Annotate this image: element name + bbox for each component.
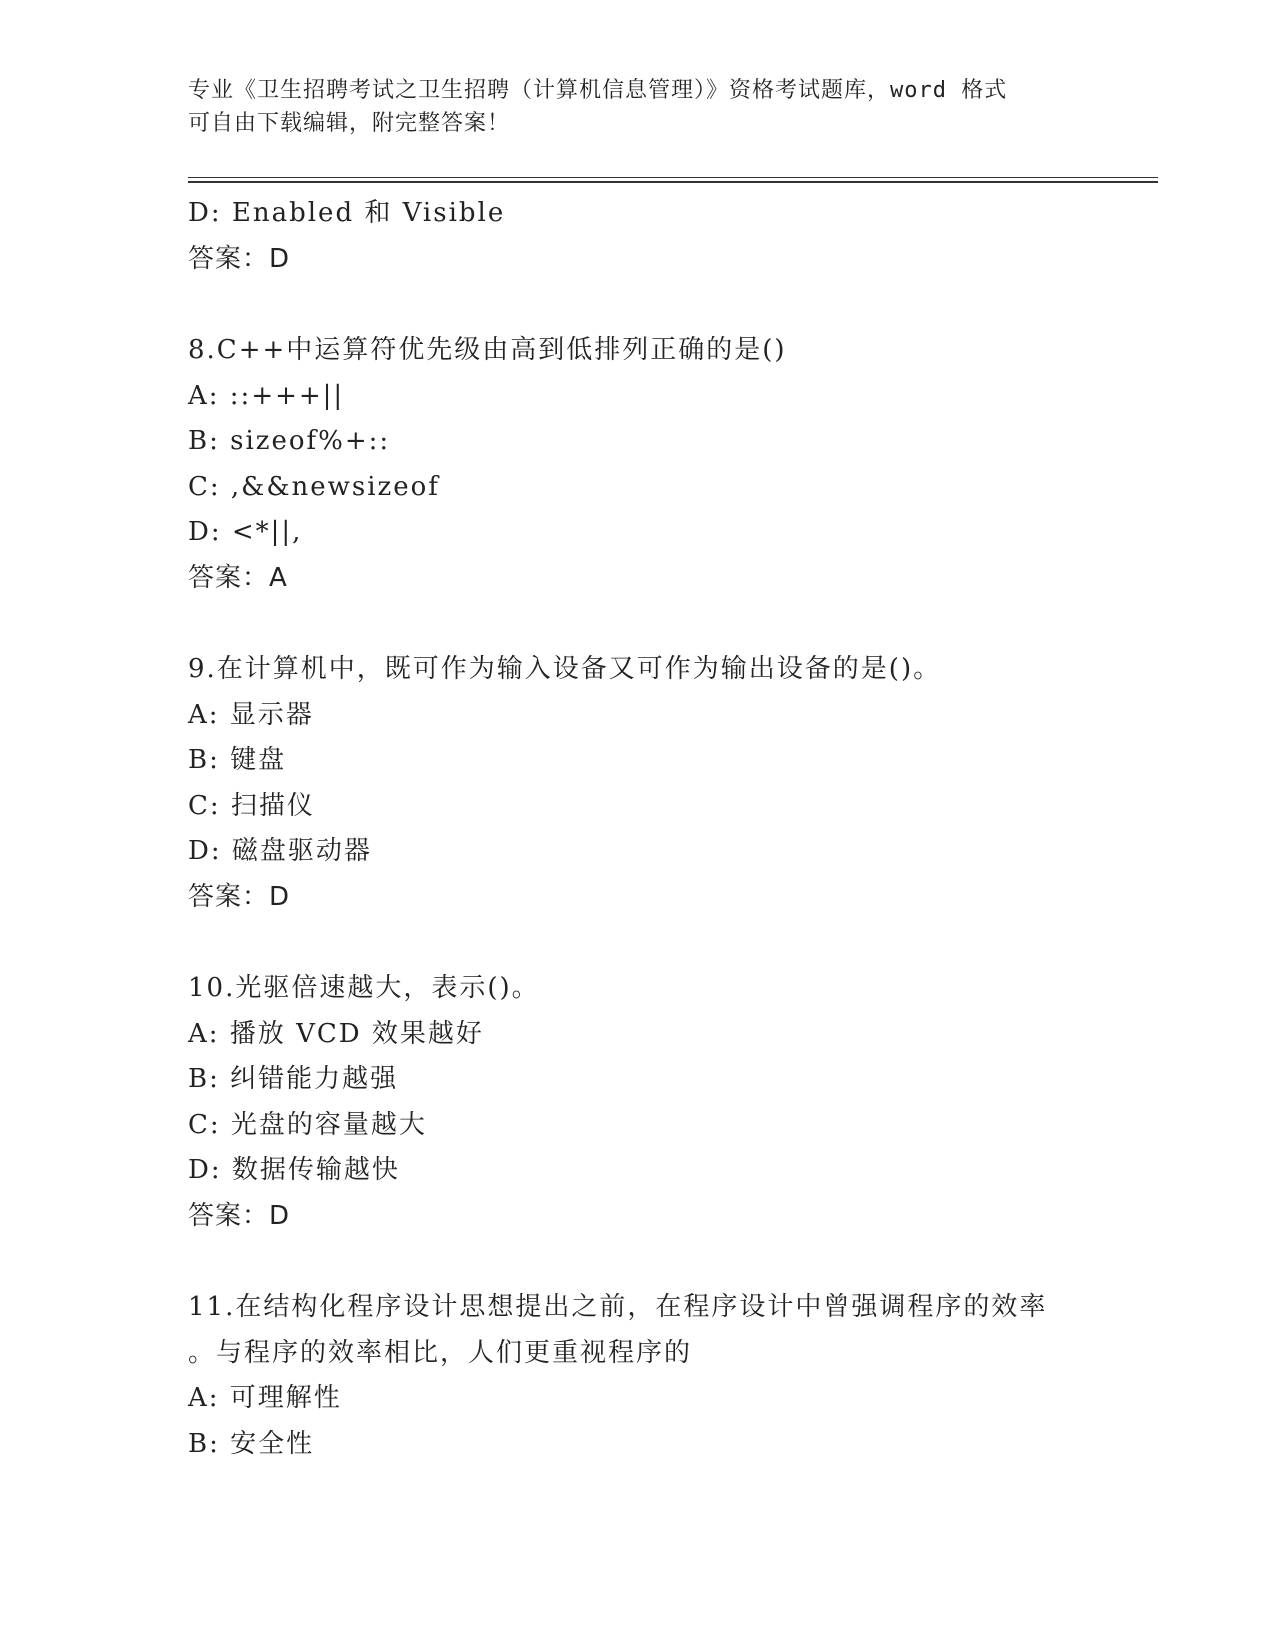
option-a: A: 可理解性 (188, 1383, 342, 1413)
question-text: 10.光驱倍速越大，表示()。 (188, 973, 540, 1003)
header-divider-thin (188, 177, 1158, 178)
question-text: 8.C++中运算符优先级由高到低排列正确的是() (188, 335, 787, 365)
question-block-7 (188, 191, 1148, 282)
option-a: A: 播放 VCD 效果越好 (188, 1018, 484, 1049)
option-d: D: <*||, (188, 517, 303, 547)
question-list (188, 191, 1148, 1467)
option-a: A: 显示器 (188, 699, 314, 730)
option-c: C: 扫描仪 (188, 790, 315, 821)
option-b: B: 纠错能力越强 (188, 1064, 399, 1094)
answer: 答案：D (188, 243, 291, 274)
question-text-line-1: 11.在结构化程序设计思想提出之前，在程序设计中曾强调程序的效率 (188, 1292, 1048, 1322)
question-block-11 (188, 1285, 1148, 1467)
header-line-1: 专业《卫生招聘考试之卫生招聘（计算机信息管理）》资格考试题库，word 格式 (188, 78, 1008, 103)
option-c: C: ,&&newsizeof (188, 471, 440, 502)
option-d: D: 磁盘驱动器 (188, 836, 372, 866)
question-block-8 (188, 328, 1148, 601)
header-line-2: 可自由下载编辑，附完整答案！ (188, 111, 511, 136)
question-text: 9.在计算机中，既可作为输入设备又可作为输出设备的是()。 (188, 654, 942, 684)
answer: 答案：D (188, 1200, 291, 1231)
option-b: B: sizeof%+:: (188, 426, 391, 456)
question-block-9 (188, 647, 1148, 920)
question-text-line-2: 。与程序的效率相比，人们更重视程序的 (188, 1337, 693, 1368)
page-header (188, 74, 1088, 140)
answer: 答案：A (188, 562, 288, 593)
option-a: A: ::+++|| (188, 380, 345, 411)
option-b: B: 安全性 (188, 1428, 315, 1459)
answer: 答案：D (188, 881, 291, 912)
question-block-10 (188, 966, 1148, 1239)
option-d: D: 数据传输越快 (188, 1155, 400, 1185)
header-divider-thick (188, 181, 1158, 183)
option-d: D: Enabled 和 Visible (188, 198, 506, 228)
option-c: C: 光盘的容量越大 (188, 1109, 427, 1140)
option-b: B: 键盘 (188, 745, 287, 775)
